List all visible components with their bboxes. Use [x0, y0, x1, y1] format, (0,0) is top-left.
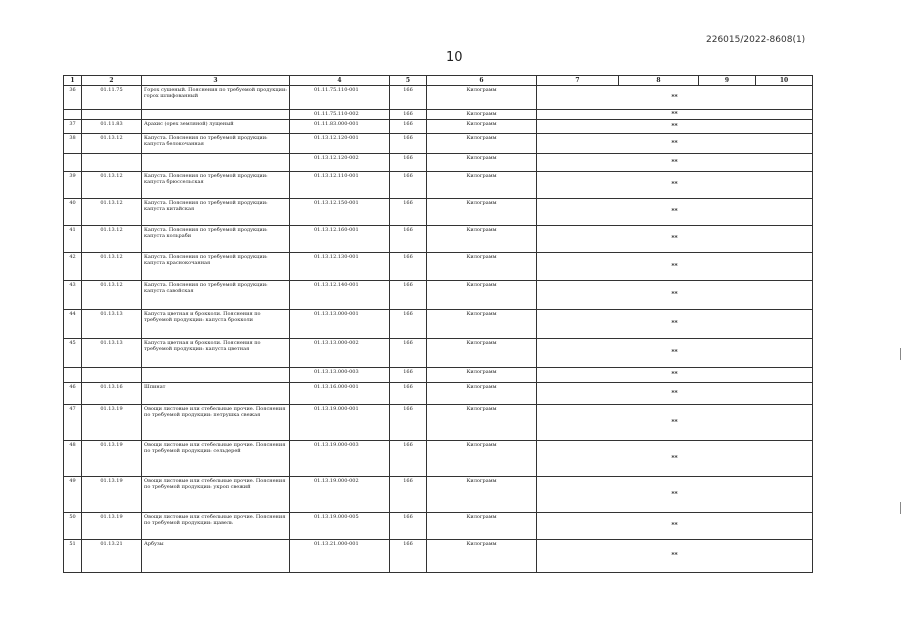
row-number: 42 [64, 253, 82, 281]
merged-cell-note: ** [537, 253, 813, 281]
product-name: Капуста цветная и брокколи. Пояснения по требуемой продукции: капуста брокколи [142, 310, 290, 339]
column-header: 7 [537, 76, 619, 86]
merged-cell-note: ** [537, 226, 813, 253]
unit-name: Килограмм [427, 172, 537, 199]
okei-code: 166 [390, 281, 427, 310]
unit-name: Килограмм [427, 310, 537, 339]
specification-table [63, 75, 813, 573]
table-row [64, 310, 813, 339]
table-row [64, 253, 813, 281]
okpd2-code: 01.13.12 [82, 134, 142, 154]
table-row [64, 120, 813, 134]
merged-cell-note: ** [537, 405, 813, 441]
okpd2-code: 01.13.13 [82, 339, 142, 368]
row-number: 40 [64, 199, 82, 226]
unit-name: Килограмм [427, 134, 537, 154]
okpd2-code: 01.13.13 [82, 310, 142, 339]
merged-cell-note: ** [537, 172, 813, 199]
row-number: 41 [64, 226, 82, 253]
product-name: Овощи листовые или стебельные прочие. Пояснения по требуемой продукции: укроп свежий [142, 477, 290, 513]
okei-code: 166 [390, 540, 427, 573]
merged-cell-note: ** [537, 199, 813, 226]
unit-name: Килограмм [427, 199, 537, 226]
merged-cell-note: ** [537, 513, 813, 540]
okei-code: 166 [390, 310, 427, 339]
position-code: 01.13.13.000-001 [290, 310, 390, 339]
table-row [64, 405, 813, 441]
row-number [64, 368, 82, 383]
position-code: 01.13.12.160-001 [290, 226, 390, 253]
okpd2-code [82, 368, 142, 383]
table-row [64, 110, 813, 120]
merged-cell-note: ** [537, 281, 813, 310]
product-name: Капуста. Пояснения по требуемой продукции: капуста брюссельская [142, 172, 290, 199]
merged-cell-note: ** [537, 110, 813, 120]
unit-name: Килограмм [427, 540, 537, 573]
position-code: 01.13.19.000-002 [290, 477, 390, 513]
merged-cell-note: ** [537, 134, 813, 154]
row-number: 44 [64, 310, 82, 339]
okei-code: 166 [390, 120, 427, 134]
product-name: Овощи листовые или стебельные прочие. Пояснения по требуемой продукции: петрушка свежая [142, 405, 290, 441]
scan-mark [900, 502, 901, 514]
okpd2-code: 01.13.12 [82, 226, 142, 253]
row-number: 39 [64, 172, 82, 199]
product-name [142, 368, 290, 383]
product-name: Капуста. Пояснения по требуемой продукции: капуста белокочанная [142, 134, 290, 154]
column-header: 6 [427, 76, 537, 86]
product-name: Арахис (орех земляной) лущеный [142, 120, 290, 134]
position-code: 01.13.12.120-002 [290, 154, 390, 172]
okpd2-code: 01.13.19 [82, 477, 142, 513]
merged-cell-note: ** [537, 120, 813, 134]
position-code: 01.13.21.000-001 [290, 540, 390, 573]
merged-cell-note: ** [537, 477, 813, 513]
unit-name: Килограмм [427, 110, 537, 120]
column-header: 5 [390, 76, 427, 86]
product-name: Капуста цветная и брокколи. Пояснения по требуемой продукции: капуста цветная [142, 339, 290, 368]
product-name: Капуста. Пояснения по требуемой продукции: капуста китайская [142, 199, 290, 226]
merged-cell-note: ** [537, 310, 813, 339]
okpd2-code: 01.13.12 [82, 253, 142, 281]
table-row [64, 281, 813, 310]
okei-code: 166 [390, 86, 427, 110]
unit-name: Килограмм [427, 513, 537, 540]
product-name: Овощи листовые или стебельные прочие. Пояснения по требуемой продукции: щавель [142, 513, 290, 540]
okei-code: 166 [390, 199, 427, 226]
position-code: 01.13.12.130-001 [290, 253, 390, 281]
row-number: 47 [64, 405, 82, 441]
unit-name: Килограмм [427, 383, 537, 405]
unit-name: Килограмм [427, 86, 537, 110]
scan-mark [900, 348, 901, 360]
table-row [64, 134, 813, 154]
position-code: 01.13.13.000-002 [290, 339, 390, 368]
unit-name: Килограмм [427, 154, 537, 172]
okpd2-code: 01.11.75 [82, 86, 142, 110]
product-name [142, 154, 290, 172]
row-number [64, 154, 82, 172]
okei-code: 166 [390, 368, 427, 383]
okei-code: 166 [390, 110, 427, 120]
row-number: 51 [64, 540, 82, 573]
table-row [64, 368, 813, 383]
okei-code: 166 [390, 513, 427, 540]
table-row [64, 226, 813, 253]
okei-code: 166 [390, 172, 427, 199]
table-row [64, 199, 813, 226]
table-row [64, 172, 813, 199]
product-name: Шпинат [142, 383, 290, 405]
position-code: 01.11.83.000-001 [290, 120, 390, 134]
row-number [64, 110, 82, 120]
unit-name: Килограмм [427, 339, 537, 368]
position-code: 01.13.16.000-001 [290, 383, 390, 405]
merged-cell-note: ** [537, 368, 813, 383]
position-code: 01.13.12.150-001 [290, 199, 390, 226]
okpd2-code: 01.11.83 [82, 120, 142, 134]
column-header: 8 [619, 76, 699, 86]
merged-cell-note: ** [537, 441, 813, 477]
position-code: 01.13.19.000-003 [290, 441, 390, 477]
row-number: 46 [64, 383, 82, 405]
okei-code: 166 [390, 383, 427, 405]
okei-code: 166 [390, 226, 427, 253]
table-body [64, 76, 813, 573]
row-number: 49 [64, 477, 82, 513]
document-number: 226015/2022-8608(1) [706, 35, 806, 45]
unit-name: Килограмм [427, 281, 537, 310]
okpd2-code: 01.13.12 [82, 199, 142, 226]
unit-name: Килограмм [427, 477, 537, 513]
okpd2-code [82, 154, 142, 172]
position-code: 01.13.19.000-005 [290, 513, 390, 540]
okpd2-code: 01.13.19 [82, 441, 142, 477]
unit-name: Килограмм [427, 368, 537, 383]
column-header: 3 [142, 76, 290, 86]
position-code: 01.13.12.140-001 [290, 281, 390, 310]
product-name: Капуста. Пояснения по требуемой продукции: капуста савойская [142, 281, 290, 310]
row-number: 45 [64, 339, 82, 368]
product-name: Капуста. Пояснения по требуемой продукции: капуста кольраби [142, 226, 290, 253]
unit-name: Килограмм [427, 226, 537, 253]
row-number: 48 [64, 441, 82, 477]
merged-cell-note: ** [537, 154, 813, 172]
okei-code: 166 [390, 253, 427, 281]
table-row [64, 154, 813, 172]
okei-code: 166 [390, 339, 427, 368]
row-number: 38 [64, 134, 82, 154]
okpd2-code: 01.13.21 [82, 540, 142, 573]
product-name: Овощи листовые или стебельные прочие. Пояснения по требуемой продукции: сельдерей [142, 441, 290, 477]
table-row [64, 477, 813, 513]
position-code: 01.11.75.110-001 [290, 86, 390, 110]
row-number: 37 [64, 120, 82, 134]
position-code: 01.13.13.000-003 [290, 368, 390, 383]
merged-cell-note: ** [537, 383, 813, 405]
okpd2-code: 01.13.12 [82, 281, 142, 310]
table-row [64, 513, 813, 540]
okpd2-code: 01.13.19 [82, 405, 142, 441]
column-header: 4 [290, 76, 390, 86]
okei-code: 166 [390, 134, 427, 154]
position-code: 01.13.12.110-001 [290, 172, 390, 199]
product-name: Арбузы [142, 540, 290, 573]
unit-name: Килограмм [427, 441, 537, 477]
okei-code: 166 [390, 441, 427, 477]
okei-code: 166 [390, 154, 427, 172]
position-code: 01.13.19.000-001 [290, 405, 390, 441]
okei-code: 166 [390, 477, 427, 513]
table-row [64, 441, 813, 477]
unit-name: Килограмм [427, 405, 537, 441]
merged-cell-note: ** [537, 540, 813, 573]
column-header: 9 [699, 76, 756, 86]
row-number: 36 [64, 86, 82, 110]
position-code: 01.11.75.110-002 [290, 110, 390, 120]
table-row [64, 86, 813, 110]
header-row [64, 76, 813, 86]
position-code: 01.13.12.120-001 [290, 134, 390, 154]
column-header: 1 [64, 76, 82, 86]
row-number: 50 [64, 513, 82, 540]
unit-name: Килограмм [427, 253, 537, 281]
okpd2-code [82, 110, 142, 120]
product-name: Капуста. Пояснения по требуемой продукции: капуста краснокочанная [142, 253, 290, 281]
product-name [142, 110, 290, 120]
table-row [64, 540, 813, 573]
merged-cell-note: ** [537, 339, 813, 368]
unit-name: Килограмм [427, 120, 537, 134]
row-number: 43 [64, 281, 82, 310]
okei-code: 166 [390, 405, 427, 441]
product-name: Горох сушеный. Пояснения по требуемой продукции: горох шлифованный [142, 86, 290, 110]
column-header: 2 [82, 76, 142, 86]
okpd2-code: 01.13.16 [82, 383, 142, 405]
page-number: 10 [446, 50, 463, 65]
okpd2-code: 01.13.12 [82, 172, 142, 199]
merged-cell-note: ** [537, 86, 813, 110]
column-header: 10 [756, 76, 813, 86]
table-row [64, 383, 813, 405]
table-row [64, 339, 813, 368]
okpd2-code: 01.13.19 [82, 513, 142, 540]
